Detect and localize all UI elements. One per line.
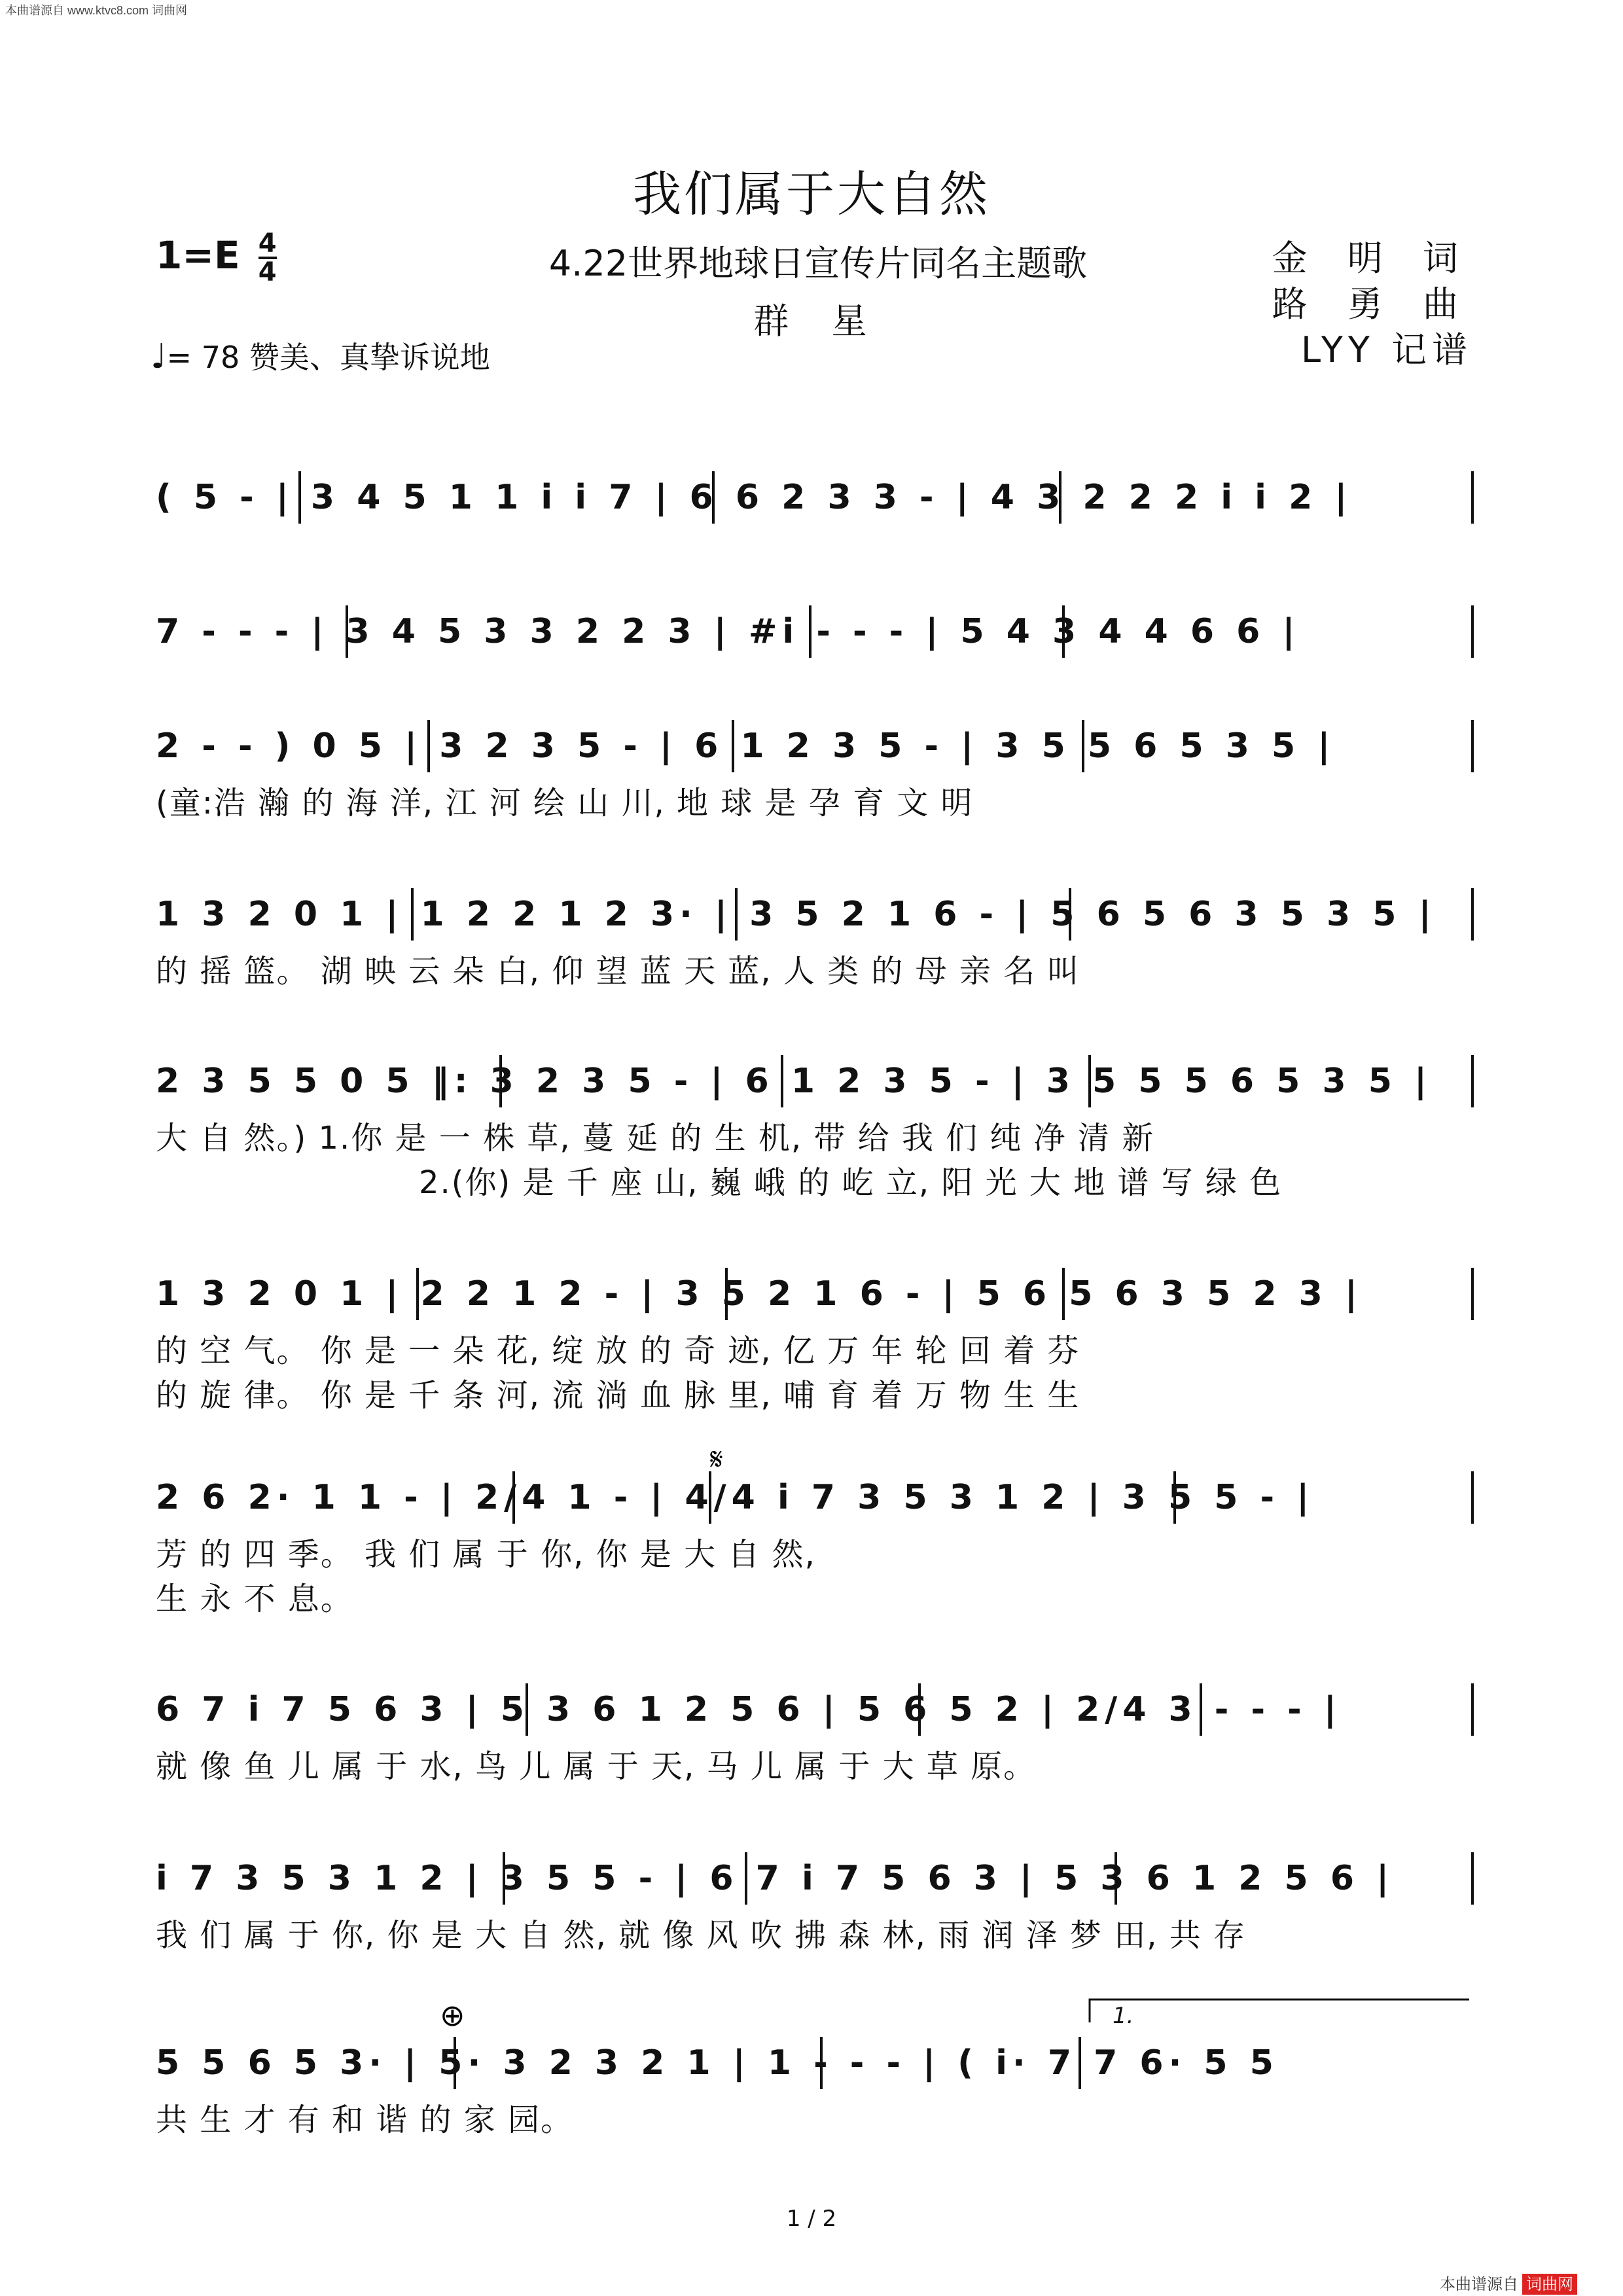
lyric-line: 的 旋 律。 你 是 千 条 河, 流 淌 血 脉 里, 哺 育 着 万 物 生 生: [156, 1377, 1080, 1414]
notation-row: 2 3 5 5 0 5 ‖: 3 2 3 5 - | 6 1 2 3 5 - | 3 5 5 5 6 5 3 5 |: [156, 1062, 1433, 1101]
lyric-line: 芳 的 四 季。 我 们 属 于 你, 你 是 大 自 然,: [156, 1536, 816, 1573]
coda-icon: ⊕: [440, 1998, 465, 2033]
notation-row: 1 3 2 0 1 | 2 2 1 2 - | 3 5 2 1 6 - | 5 6 5 6 3 5 2 3 |: [156, 1274, 1363, 1314]
song-title: 我们属于大自然: [633, 166, 990, 223]
lyric-line: 的 摇 篮。 湖 映 云 朵 白, 仰 望 蓝 天 蓝, 人 类 的 母 亲 名 叫: [156, 953, 1080, 990]
lyric-line: 生 永 不 息。: [156, 1581, 353, 1617]
key-label: 1=E: [156, 233, 240, 278]
lyric-line: 大 自 然。) 1.你 是 一 株 草, 蔓 延 的 生 机, 带 给 我 们 纯 净 清 新: [156, 1120, 1155, 1157]
notation-row: 7 - - - | 3 4 5 3 3 2 2 3 | #i - - - | 5 4 3 4 4 6 6 |: [156, 612, 1300, 651]
volta-bracket: [1090, 2000, 1469, 2022]
transcriber-credit: LYY 记谱: [1300, 329, 1472, 370]
notation-row: 2 - - ) 0 5 | 3 2 3 5 - | 6 1 2 3 5 - | 3 5 5 6 5 3 5 |: [156, 726, 1336, 766]
lyric-line: 2.(你) 是 千 座 山, 巍 峨 的 屹 立, 阳 光 大 地 谱 写 绿 色: [419, 1164, 1283, 1201]
watermark-top: 本曲谱源自 www.ktvc8.com 词曲网: [5, 4, 188, 17]
notation-row: 2 6 2· 1 1 - | 2/4 1 - | 4/4 i 7 3 5 3 1 2 | 3 5 5 - |: [156, 1478, 1315, 1517]
page-number: 1 / 2: [786, 2206, 837, 2232]
tempo-expression: 赞美、真挚诉说地: [249, 340, 490, 375]
subtitle: 4.22世界地球日宣传片同名主题歌: [548, 243, 1088, 284]
singer: 群 星: [753, 300, 883, 342]
lyric-line: 我 们 属 于 你, 你 是 大 自 然, 就 像 风 吹 拂 森 林, 雨 润 泽 梦 田, 共 存: [156, 1917, 1246, 1954]
segno-icon: 𝄋: [710, 1441, 723, 1477]
notation-row: ( 5 - | 3 4 5 1 1 i i 7 | 6 6 2 3 3 - | 4 3 2 2 2 i i 2 |: [156, 478, 1353, 517]
tempo-value: = 78: [166, 340, 240, 375]
volta-label: 1.: [1113, 2003, 1134, 2029]
lyric-line: 的 空 气。 你 是 一 朵 花, 绽 放 的 奇 迹, 亿 万 年 轮 回 着 芬: [156, 1333, 1080, 1369]
time-signature-bottom: 4: [258, 257, 277, 287]
notation-row: 5 5 6 5 3· | 5· 3 2 3 2 1 | 1 - - - | ( i· 7 7 6· 5 5: [156, 2043, 1279, 2083]
quarter-note-icon: ♩: [151, 337, 167, 376]
notation-row: 1 3 2 0 1 | 1 2 2 1 2 3· | 3 5 2 1 6 - | 5 6 5 6 3 5 3 5 |: [156, 895, 1436, 934]
watermark-bottom: [1440, 2271, 1577, 2294]
lyric-line: 共 生 才 有 和 谐 的 家 园。: [156, 2102, 574, 2138]
notation-row: i 7 3 5 3 1 2 | 3 5 5 - | 6 7 i 7 5 6 3 | 5 3 6 1 2 5 6 |: [156, 1859, 1395, 1898]
brand-logo: 词曲网: [1522, 2274, 1577, 2295]
lyric-line: 就 像 鱼 儿 属 于 水, 鸟 儿 属 于 天, 马 儿 属 于 大 草 原。: [156, 1748, 1037, 1785]
time-signature-top: 4: [258, 228, 277, 259]
lyricist-credit: 金 明 词: [1272, 238, 1472, 279]
notation-row: 6 7 i 7 5 6 3 | 5 3 6 1 2 5 6 | 5 6 5 2 | 2/4 3 - - - |: [156, 1690, 1342, 1729]
lyric-line: (童:浩 瀚 的 海 洋, 江 河 绘 山 川, 地 球 是 孕 育 文 明: [156, 785, 974, 821]
composer-credit: 路 勇 曲: [1272, 283, 1472, 325]
watermark-bottom-text: 本曲谱源自: [1440, 2275, 1518, 2293]
